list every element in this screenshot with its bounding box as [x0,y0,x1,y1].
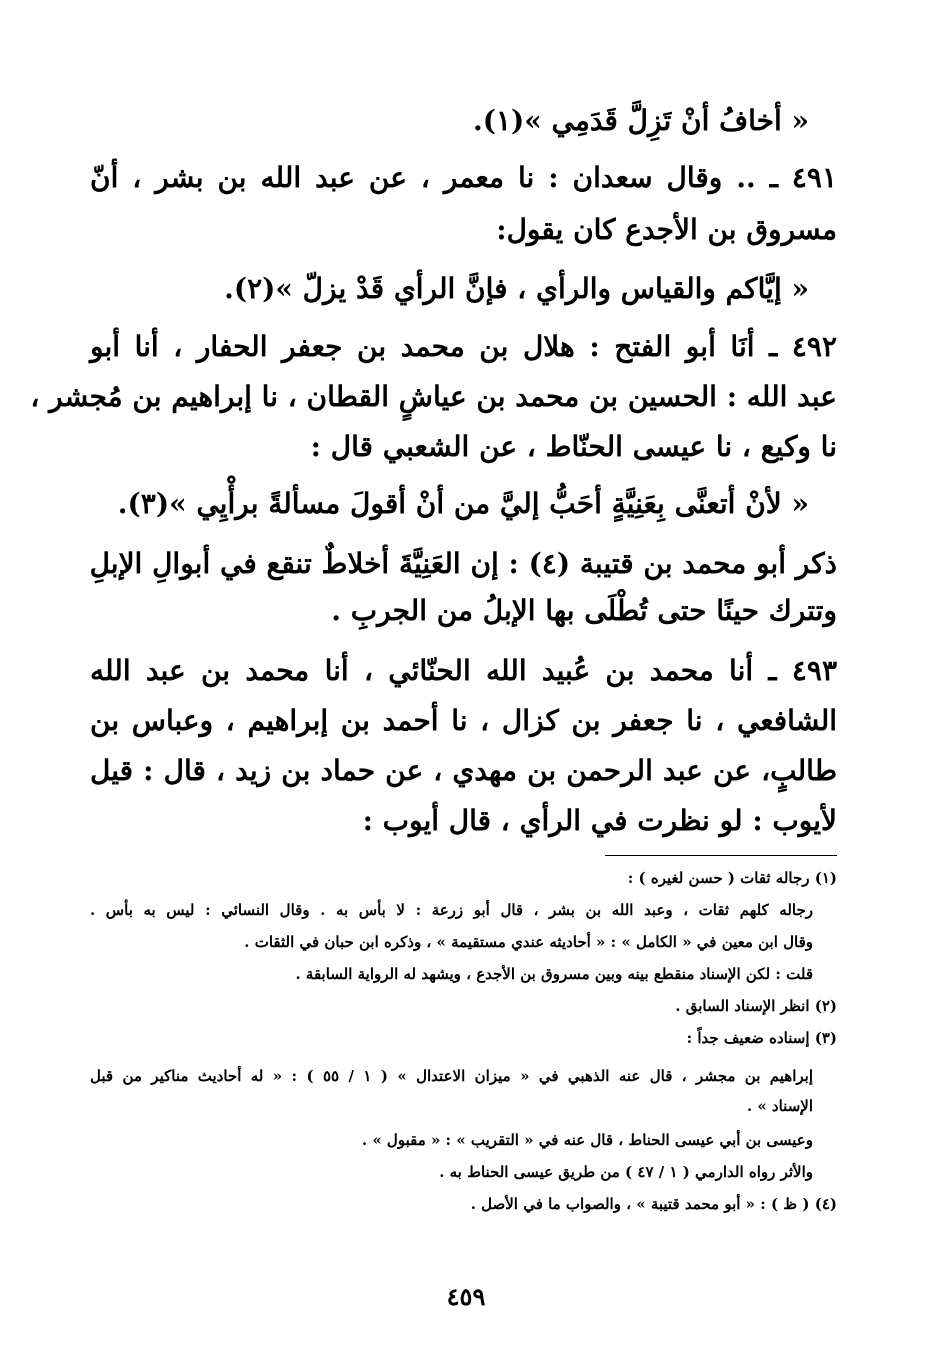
footnote-line: وقال ابن معين في « الكامل » : « أحاديثه عندي مستقيمة » ، وذكره ابن حبان في الثقات . [244,933,813,951]
text-line: نا وكيع ، نا عيسى الحنّاط ، عن الشعبي قال : [310,430,837,463]
page-number: ٤٥٩ [446,1282,486,1311]
book-page [30,85,837,1316]
footnote-line: (١) رجاله ثقات ( حسن لغيره ) : [627,869,837,887]
text-line: لأيوب : لو نظرت في الرأي ، قال أيوب : [362,804,837,837]
footnote-line: إبراهيم بن مجشر ، قال عنه الذهبي في « ميزان الاعتدال » ( ١ / ٥٥ ) : « له أحاديث مناكير من قبل [90,1067,814,1085]
text-line: وتترك حينًا حتى تُطْلَى بها الإبلُ من الجربِ . [331,594,837,627]
footnote-line: قلت : لكن الإسناد منقطع بينه وبين مسروق بن الأجدع ، ويشهد له الرواية السابقة . [295,965,813,983]
footnote-line: رجاله كلهم ثقات ، وعبد الله بن بشر ، قال أبو زرعة : لا بأس به . وقال النسائي : ليس به بأس . [90,901,813,919]
footnote-separator [605,855,837,856]
text-line: « أخافُ أنْ تَزِلَّ قَدَمِي »(١). [472,104,809,137]
footnote-line: (٣) إسناده ضعيف جداً : [686,1029,837,1047]
text-line: طالبٍ، عن عبد الرحمن بن مهدي ، عن حماد بن زيد ، قال : قيل [90,754,837,787]
text-line: ٤٩١ ـ .. وقال سعدان : نا معمر ، عن عبد الله بن بشر ، أنّ [90,161,837,194]
footnote-line: الإسناد » . [746,1097,813,1115]
footnote-line: وعيسى بن أبي عيسى الحناط ، قال عنه في « التقريب » : « مقبول » . [361,1131,813,1149]
text-line: ٤٩٢ ـ أنَا أبو الفتح : هلال بن محمد بن جعفر الحفار ، أنا أبو [90,330,837,363]
footnote-line: (٢) انظر الإسناد السابق . [675,997,837,1015]
footnote-line: (٤) ( ظ ) : « أبو محمد قتيبة » ، والصواب ما في الأصل . [470,1195,837,1213]
text-line: ٤٩٣ ـ أنا محمد بن عُبيد الله الحنّائي ، أنا محمد بن عبد الله [90,654,837,687]
text-line: عبد الله : الحسين بن محمد بن عياشٍ القطان ، نا إبراهيم بن مُجشر ، [30,380,837,413]
text-line: « لأنْ أتعنَّى بِعَنِيَّةٍ أحَبُّ إليَّ من أنْ أقولَ مسألةً برأْيِي »(٣). [117,487,809,520]
text-line: « إيَّاكم والقياس والرأي ، فإنَّ الرأي قَدْ يزلّ »(٢). [224,272,809,305]
text-line: ذكر أبو محمد بن قتيبة (٤) : إن العَنِيَّةَ أخلاطٌ تنقع في أبوالِ الإبلِ [89,547,837,580]
text-line: الشافعي ، نا جعفر بن كزال ، نا أحمد بن إبراهيم ، وعباس بن [90,704,837,737]
text-line: مسروق بن الأجدع كان يقول: [496,213,837,246]
footnote-line: والأثر رواه الدارمي ( ١ / ٤٧ ) من طريق عيسى الحناط به . [439,1163,813,1181]
